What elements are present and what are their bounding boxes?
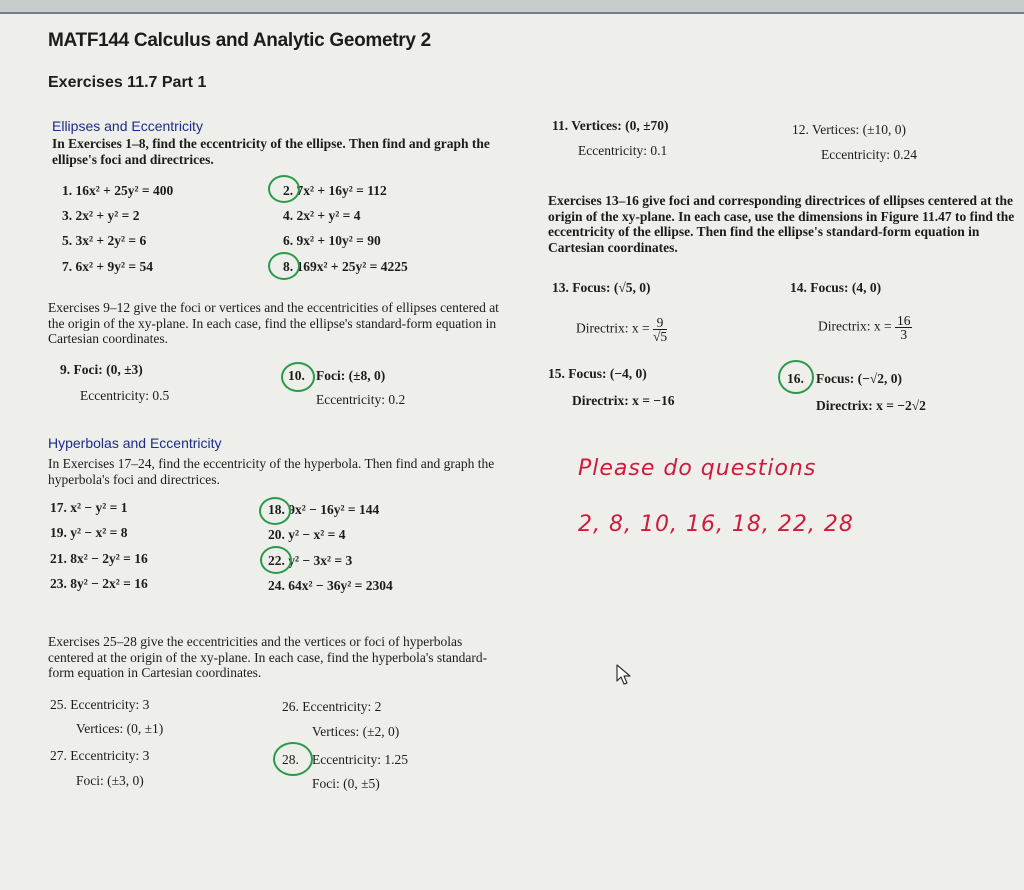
exercise-24: 24. 64x² − 36y² = 2304 bbox=[268, 578, 393, 593]
exercise-13-focus: 13. Focus: (√5, 0) bbox=[552, 280, 651, 295]
exercise-28-number: 28. bbox=[282, 752, 299, 767]
circle-mark-16 bbox=[778, 360, 814, 394]
ellipses-heading: Ellipses and Eccentricity bbox=[52, 118, 203, 134]
circle-mark-2 bbox=[268, 175, 300, 203]
exercise-9-foci: 9. Foci: (0, ±3) bbox=[60, 362, 143, 377]
handwritten-note-line1: Please do questions bbox=[578, 456, 817, 481]
circle-mark-10 bbox=[281, 362, 315, 392]
exercise-28-eccentricity: Eccentricity: 1.25 bbox=[312, 752, 408, 767]
hyperbolas-instructions: In Exercises 17–24, find the eccentricity of the hyperbola. Then find and graph the hyperbola's foci and directrices. bbox=[48, 456, 495, 487]
page-subtitle: Exercises 11.7 Part 1 bbox=[48, 74, 207, 91]
exercise-27-foci: Foci: (±3, 0) bbox=[76, 773, 144, 788]
exercise-28-foci: Foci: (0, ±5) bbox=[312, 776, 380, 791]
exercise-14-focus: 14. Focus: (4, 0) bbox=[790, 280, 882, 295]
exercise-5: 5. 3x² + 2y² = 6 bbox=[62, 233, 147, 248]
ex25-28-instructions: Exercises 25–28 give the eccentricities and the vertices or foci of hyperbolas centered at the origin of the xy-plane. In each case, find the hyperbola's standard-form equation in Cartesian coordinates. bbox=[48, 634, 488, 680]
exercise-9-eccentricity: Eccentricity: 0.5 bbox=[80, 388, 170, 403]
exercise-10-eccentricity: Eccentricity: 0.2 bbox=[316, 392, 406, 407]
fraction-numerator: 9 bbox=[653, 316, 667, 330]
exercise-11-vertices: 11. Vertices: (0, ±70) bbox=[552, 118, 669, 133]
exercise-26-vertices: Vertices: (±2, 0) bbox=[312, 724, 400, 739]
exercise-16-number: 16. bbox=[787, 371, 804, 386]
mouse-cursor-icon bbox=[616, 664, 632, 686]
ex13-16-instructions: Exercises 13–16 give foci and corresponding directrices of ellipses centered at the origin of the xy-plane. In each case, use the dimensions in Figure 11.47 to find the eccentricity of the ellipse. Then find the ellipse's standard-form equation in Cartesian coordinates. bbox=[548, 193, 1015, 255]
exercise-21: 21. 8x² − 2y² = 16 bbox=[50, 551, 148, 566]
exercise-15-directrix: Directrix: x = −16 bbox=[572, 393, 675, 408]
exercise-19: 19. y² − x² = 8 bbox=[50, 525, 128, 540]
exercise-12-eccentricity: Eccentricity: 0.24 bbox=[821, 147, 917, 162]
fraction-denominator: 3 bbox=[900, 327, 908, 342]
exercise-18: 18. 9x² − 16y² = 144 bbox=[268, 502, 380, 517]
fraction bbox=[895, 314, 913, 341]
exercise-25-eccentricity: 25. Eccentricity: 3 bbox=[50, 697, 150, 712]
exercise-22: 22. y² − 3x² = 3 bbox=[268, 553, 353, 568]
exercise-11-eccentricity: Eccentricity: 0.1 bbox=[578, 143, 668, 158]
exercise-17: 17. x² − y² = 1 bbox=[50, 500, 128, 515]
exercise-6: 6. 9x² + 10y² = 90 bbox=[283, 233, 381, 248]
circle-mark-18 bbox=[259, 497, 291, 525]
exercise-13-directrix-label: Directrix: x = bbox=[576, 320, 650, 336]
fraction-numerator: 16 bbox=[896, 313, 911, 328]
exercise-14-directrix bbox=[818, 314, 912, 341]
exercise-10-foci: Foci: (±8, 0) bbox=[316, 368, 386, 383]
fraction bbox=[653, 316, 667, 343]
circle-mark-22 bbox=[260, 546, 292, 574]
exercise-3: 3. 2x² + y² = 2 bbox=[62, 208, 140, 223]
exercise-16-directrix: Directrix: x = −2√2 bbox=[816, 398, 926, 413]
exercise-8: 8. 169x² + 25y² = 4225 bbox=[283, 259, 408, 274]
exercise-1: 1. 16x² + 25y² = 400 bbox=[62, 183, 174, 198]
top-border bbox=[0, 0, 1024, 14]
exercise-13-directrix bbox=[576, 316, 667, 343]
exercise-26-eccentricity: 26. Eccentricity: 2 bbox=[282, 699, 382, 714]
ex9-12-instructions: Exercises 9–12 give the foci or vertices and the eccentricities of ellipses centered at the origin of the xy-plane. In each case, find the ellipse's standard-form equation in Cartesian coordinates. bbox=[48, 300, 499, 346]
exercise-7: 7. 6x² + 9y² = 54 bbox=[62, 259, 153, 274]
exercise-25-vertices: Vertices: (0, ±1) bbox=[76, 721, 164, 736]
circle-mark-8 bbox=[268, 252, 300, 280]
exercise-27-eccentricity: 27. Eccentricity: 3 bbox=[50, 748, 150, 763]
hyperbolas-heading: Hyperbolas and Eccentricity bbox=[48, 435, 222, 451]
circle-mark-28 bbox=[273, 742, 313, 776]
fraction-denominator: √5 bbox=[652, 329, 668, 344]
exercise-15-focus: 15. Focus: (−4, 0) bbox=[548, 366, 647, 381]
exercise-4: 4. 2x² + y² = 4 bbox=[283, 208, 361, 223]
ellipses-instructions: In Exercises 1–8, find the eccentricity of the ellipse. Then find and graph the ellipse's foci and directrices. bbox=[52, 136, 490, 167]
exercise-10-number: 10. bbox=[288, 368, 305, 383]
page-title: MATF144 Calculus and Analytic Geometry 2 bbox=[48, 30, 431, 51]
exercise-23: 23. 8y² − 2x² = 16 bbox=[50, 576, 148, 591]
handwritten-note-line2: 2, 8, 10, 16, 18, 22, 28 bbox=[578, 512, 854, 537]
exercise-16-focus: Focus: (−√2, 0) bbox=[816, 371, 902, 386]
exercise-12-vertices: 12. Vertices: (±10, 0) bbox=[792, 122, 907, 137]
exercise-20: 20. y² − x² = 4 bbox=[268, 527, 346, 542]
exercise-14-directrix-label: Directrix: x = bbox=[818, 318, 892, 334]
exercise-2: 2. 7x² + 16y² = 112 bbox=[283, 183, 387, 198]
